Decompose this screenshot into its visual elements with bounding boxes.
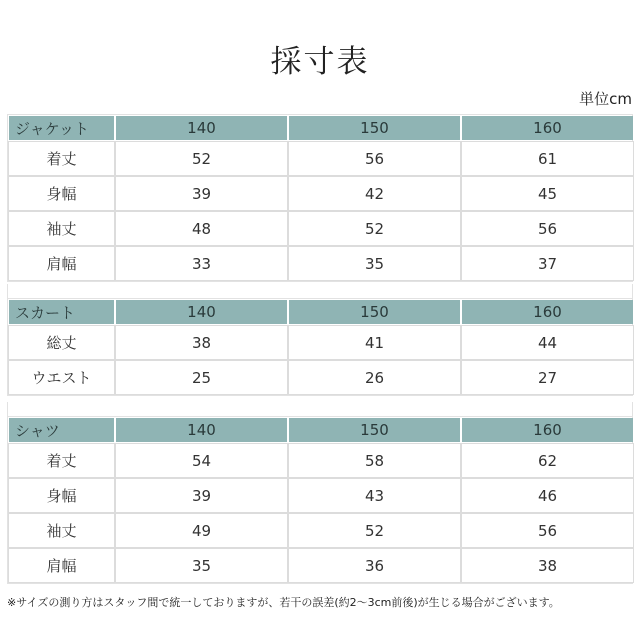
measurement-value: 45 <box>462 177 633 210</box>
table-spacer <box>7 284 633 298</box>
measurement-value: 43 <box>289 479 460 512</box>
row-label: 袖丈 <box>9 212 114 245</box>
measurement-value: 52 <box>289 212 460 245</box>
measurement-value: 38 <box>116 326 287 359</box>
size-header: 160 <box>462 116 633 140</box>
measurement-value: 36 <box>289 549 460 582</box>
row-label: 袖丈 <box>9 514 114 547</box>
measurement-value: 35 <box>116 549 287 582</box>
measurement-value: 56 <box>462 514 633 547</box>
measurement-value: 61 <box>462 142 633 175</box>
table-name: ジャケット <box>9 116 114 140</box>
measurement-value: 49 <box>116 514 287 547</box>
measurement-value: 25 <box>116 361 287 394</box>
row-label: 総丈 <box>9 326 114 359</box>
row-label: 着丈 <box>9 142 114 175</box>
measurement-value: 46 <box>462 479 633 512</box>
measurement-value: 52 <box>116 142 287 175</box>
measurement-value: 27 <box>462 361 633 394</box>
size-header: 140 <box>116 418 287 442</box>
measurement-value: 56 <box>289 142 460 175</box>
size-header: 150 <box>289 418 460 442</box>
measurement-value: 62 <box>462 444 633 477</box>
measurement-value: 35 <box>289 247 460 280</box>
measurement-value: 41 <box>289 326 460 359</box>
table-name: スカート <box>9 300 114 324</box>
row-label: 身幅 <box>9 177 114 210</box>
size-table <box>7 114 633 282</box>
table-name: シャツ <box>9 418 114 442</box>
row-label: 身幅 <box>9 479 114 512</box>
size-header: 140 <box>116 300 287 324</box>
measurement-value: 38 <box>462 549 633 582</box>
size-header: 150 <box>289 300 460 324</box>
row-label: 肩幅 <box>9 549 114 582</box>
unit-label: 単位cm <box>579 90 632 108</box>
measurement-value: 52 <box>289 514 460 547</box>
measurement-value: 56 <box>462 212 633 245</box>
size-table <box>7 298 633 396</box>
page-title: 採寸表 <box>270 44 370 80</box>
size-header: 160 <box>462 300 633 324</box>
measurement-value: 26 <box>289 361 460 394</box>
measurement-value: 39 <box>116 177 287 210</box>
measurement-value: 54 <box>116 444 287 477</box>
row-label: ウエスト <box>9 361 114 394</box>
measurement-value: 42 <box>289 177 460 210</box>
measurement-value: 37 <box>462 247 633 280</box>
measurement-note: ※サイズの測り方はスタッフ間で統一しておりますが、若干の誤差(約2～3cm前後)が生じる場合がございます。 <box>7 596 560 609</box>
size-header: 140 <box>116 116 287 140</box>
measurement-value: 58 <box>289 444 460 477</box>
measurement-value: 44 <box>462 326 633 359</box>
measurement-value: 48 <box>116 212 287 245</box>
size-header: 150 <box>289 116 460 140</box>
measurement-value: 33 <box>116 247 287 280</box>
table-spacer <box>7 402 633 416</box>
row-label: 肩幅 <box>9 247 114 280</box>
row-label: 着丈 <box>9 444 114 477</box>
size-header: 160 <box>462 418 633 442</box>
size-table <box>7 416 633 584</box>
measurement-value: 39 <box>116 479 287 512</box>
